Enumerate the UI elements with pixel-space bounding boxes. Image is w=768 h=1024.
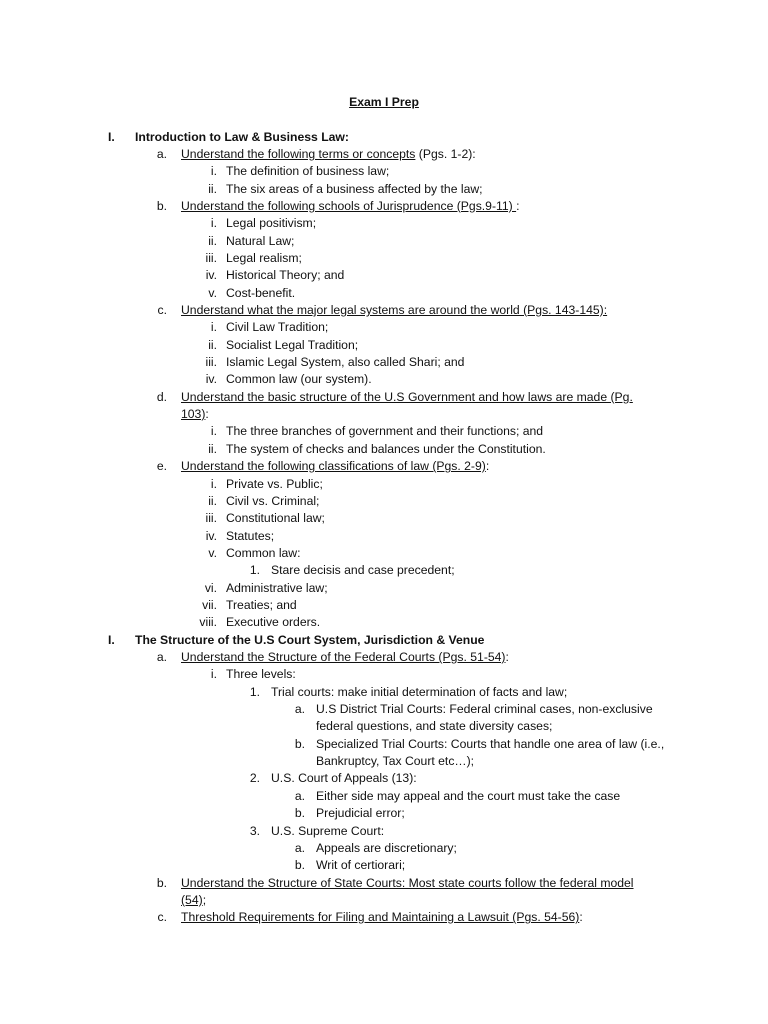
outline-item (0, 823, 768, 840)
item-text: Trial courts: make initial determination of facts and law; (271, 684, 568, 699)
item-text: Treaties; and (226, 597, 297, 612)
outline-item (0, 753, 768, 770)
item-marker: i. (210, 424, 217, 439)
item-marker: ii. (208, 493, 217, 508)
item-marker: i. (210, 164, 217, 179)
outline-item (0, 580, 768, 597)
outline-item (0, 510, 768, 527)
item-marker: iii. (205, 355, 217, 370)
outline-item (0, 163, 768, 180)
item-text: Threshold Requirements for Filing and Maintaining a Lawsuit (Pgs. 54-56): (181, 910, 583, 925)
outline-item (0, 562, 768, 579)
item-text: The three branches of government and their functions; and (226, 424, 544, 439)
item-text: (54); (181, 892, 207, 907)
item-text: The system of checks and balances under the Constitution. (226, 441, 546, 456)
item-marker: iii. (205, 250, 217, 265)
outline-item (0, 389, 768, 406)
item-text: federal questions, and state diversity cases; (316, 719, 553, 734)
outline-item (0, 285, 768, 302)
item-text: Legal realism; (226, 250, 302, 265)
item-text: Writ of certiorari; (316, 858, 406, 873)
item-marker: 3. (249, 823, 260, 838)
item-marker: a. (156, 146, 167, 161)
item-text: The Structure of the U.S Court System, Jurisdiction & Venue (135, 632, 485, 647)
document-title: Exam I Prep (349, 95, 419, 109)
item-marker: b. (156, 875, 167, 890)
item-marker: i. (210, 216, 217, 231)
item-marker: 1. (249, 563, 260, 578)
outline-item (0, 770, 768, 787)
outline-item (0, 319, 768, 336)
item-text: Understand the following classifications of law (Pgs. 2-9): (181, 459, 490, 474)
outline-item (0, 423, 768, 440)
item-marker: vii. (202, 597, 217, 612)
outline-item (0, 458, 768, 475)
item-marker: 2. (249, 771, 260, 786)
item-text: Executive orders. (226, 615, 321, 630)
outline-item (0, 875, 768, 892)
outline-item (0, 909, 768, 926)
item-text: U.S District Trial Courts: Federal criminal cases, non-exclusive (316, 702, 653, 717)
item-marker: iii. (205, 511, 217, 526)
outline-item (0, 337, 768, 354)
item-text: U.S. Court of Appeals (13): (271, 771, 417, 786)
item-marker: v. (208, 545, 217, 560)
item-text: Constitutional law; (226, 511, 325, 526)
item-text: Stare decisis and case precedent; (271, 563, 455, 578)
item-marker: 1. (249, 684, 260, 699)
item-text: Understand the Structure of State Courts: Most state courts follow the federal model (181, 875, 634, 890)
item-marker: b. (294, 736, 305, 751)
outline-item (0, 493, 768, 510)
item-text: Statutes; (226, 528, 275, 543)
item-text: Three levels: (226, 667, 296, 682)
item-marker: d. (156, 389, 167, 404)
outline-item (0, 250, 768, 267)
outline-item (0, 302, 768, 319)
outline-item (0, 215, 768, 232)
outline-item (0, 441, 768, 458)
outline-item (0, 649, 768, 666)
outline-item (0, 129, 768, 146)
outline-item (0, 788, 768, 805)
item-text: Legal positivism; (226, 216, 317, 231)
item-marker: ii. (208, 233, 217, 248)
item-text: Understand the basic structure of the U.S Government and how laws are made (Pg. (181, 389, 633, 404)
item-marker: I. (108, 129, 115, 144)
item-marker: vi. (204, 580, 217, 595)
item-marker: ii. (208, 181, 217, 196)
outline-item (0, 857, 768, 874)
item-text: Understand the following terms or concepts (Pgs. 1-2): (181, 146, 476, 161)
item-marker: a. (156, 650, 167, 664)
item-marker: iv. (205, 372, 217, 387)
outline-item (0, 805, 768, 822)
item-marker: i. (210, 320, 217, 335)
item-text: Understand what the major legal systems are around the world (Pgs. 143-145): (181, 303, 608, 317)
item-text: Civil vs. Criminal; (226, 493, 320, 508)
item-text: Civil Law Tradition; (226, 320, 329, 335)
outline-item (0, 476, 768, 493)
item-marker: viii. (199, 615, 217, 630)
item-text: Prejudicial error; (316, 806, 405, 821)
item-text: Socialist Legal Tradition; (226, 337, 359, 352)
item-marker: a. (294, 788, 305, 803)
item-text: Common law (our system). (226, 372, 372, 387)
item-text: Appeals are discretionary; (316, 840, 457, 855)
outline-item (0, 545, 768, 562)
outline-item (0, 718, 768, 735)
item-text: Private vs. Public; (226, 476, 323, 491)
item-text: Cost-benefit. (226, 285, 296, 300)
item-marker: b. (156, 198, 167, 213)
item-marker: I. (108, 632, 115, 647)
outline-item (0, 233, 768, 250)
outline-item (0, 736, 768, 753)
outline-item (0, 666, 768, 683)
item-text: Bankruptcy, Tax Court etc…); (316, 754, 475, 769)
item-text: The six areas of a business affected by the law; (226, 181, 483, 196)
item-marker: i. (210, 667, 217, 682)
item-text: Historical Theory; and (226, 268, 345, 283)
item-marker: ii. (208, 441, 217, 456)
outline-item (0, 354, 768, 371)
outline-item (0, 528, 768, 545)
item-marker: a. (294, 840, 305, 855)
item-marker: iv. (205, 528, 217, 543)
outline-item (0, 840, 768, 857)
item-marker: c. (157, 910, 167, 925)
item-text: Common law: (226, 545, 301, 560)
outline-item (0, 371, 768, 388)
item-text: Either side may appeal and the court must take the case (316, 788, 621, 803)
item-text: Understand the following schools of Jurisprudence (Pgs.9-11) : (181, 198, 520, 213)
outline-item (0, 632, 768, 649)
item-text: Specialized Trial Courts: Courts that handle one area of law (i.e., (316, 736, 665, 751)
item-text: 103): (181, 407, 209, 422)
item-text: U.S. Supreme Court: (271, 823, 385, 838)
outline-item (0, 198, 768, 215)
outline-item (0, 614, 768, 631)
outline-item (0, 701, 768, 718)
item-marker: e. (156, 459, 167, 474)
item-marker: b. (294, 806, 305, 821)
item-marker: b. (294, 858, 305, 873)
outline-item (0, 597, 768, 614)
item-marker: a. (294, 702, 305, 717)
item-text: Understand the Structure of the Federal Courts (Pgs. 51-54): (181, 650, 509, 664)
item-text: Natural Law; (226, 233, 295, 248)
outline-item (0, 684, 768, 701)
outline-item (0, 267, 768, 284)
item-marker: ii. (208, 337, 217, 352)
item-marker: i. (210, 476, 217, 491)
item-marker: v. (208, 285, 217, 300)
outline-item (0, 892, 768, 909)
item-marker: iv. (205, 268, 217, 283)
item-text: Administrative law; (226, 580, 328, 595)
outline-item (0, 146, 768, 163)
item-text: Introduction to Law & Business Law: (135, 129, 349, 144)
item-text: Islamic Legal System, also called Shari; and (226, 355, 465, 370)
outline-item (0, 406, 768, 423)
item-marker: c. (157, 303, 167, 317)
item-text: The definition of business law; (226, 164, 390, 179)
outline-item (0, 181, 768, 198)
